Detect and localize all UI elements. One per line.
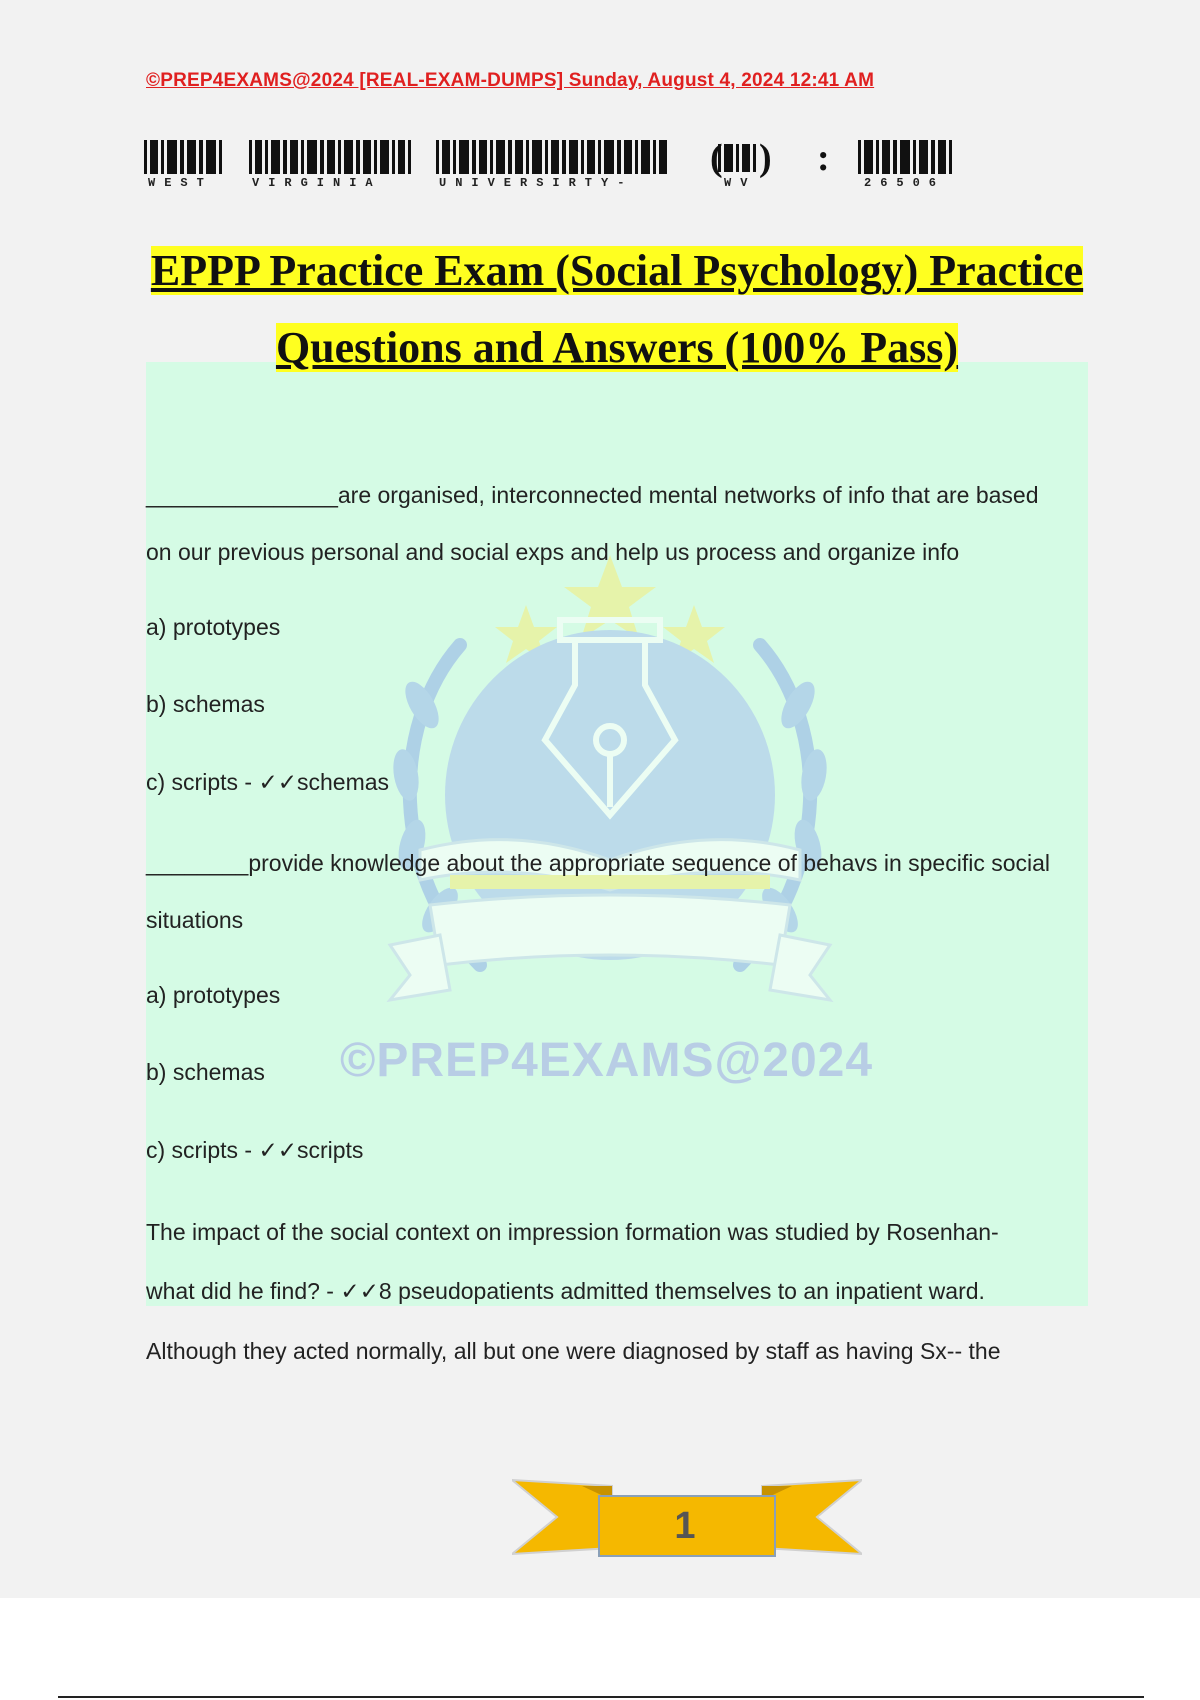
barcode-header: [144, 137, 964, 192]
barcode-caption-3: UNIVERSIRTY-: [439, 176, 634, 190]
q2-stem-line-2: situations: [146, 907, 244, 933]
q1-stem-line-1: _______________are organised, interconnected mental networks of info that are based: [146, 482, 1039, 508]
header-timestamp-line: ©PREP4EXAMS@2024 [REAL-EXAM-DUMPS] Sunday, August 4, 2024 12:41 AM: [146, 70, 875, 91]
q2-stem-line-1: ________provide knowledge about the appropriate sequence of behavs in specific social: [146, 850, 1051, 876]
q2-option-c-answer: c) scripts - ✓✓scripts: [146, 1137, 364, 1163]
title-text-2: Questions and Answers (100% Pass): [275, 323, 959, 372]
watermark-text: ©PREP4EXAMS@2024: [340, 1034, 874, 1087]
document-title-line-1: [146, 245, 1088, 296]
barcode-bars: [144, 140, 964, 176]
q3-stem-line-3: Although they acted normally, all but one were diagnosed by staff as having Sx-- the: [146, 1338, 1001, 1364]
q1-option-b: b) schemas: [146, 691, 265, 717]
q3-stem-line-1: The impact of the social context on impression formation was studied by Rosenhan-: [146, 1219, 999, 1245]
barcode-right-paren: ): [759, 137, 772, 179]
barcode-colon: :: [817, 137, 830, 179]
title-text-1: EPPP Practice Exam (Social Psychology) Practice: [150, 246, 1084, 295]
barcode-left-paren: (: [710, 137, 723, 179]
q2-option-b: b) schemas: [146, 1059, 265, 1085]
q3-stem-line-2: what did he find? - ✓✓8 pseudopatients admitted themselves to an inpatient ward.: [146, 1278, 985, 1304]
barcode-caption-4: WV: [724, 176, 757, 190]
q1-option-a: a) prototypes: [146, 614, 281, 640]
q2-option-a: a) prototypes: [146, 982, 281, 1008]
q1-stem-line-2: on our previous personal and social exps and help us process and organize info: [146, 539, 960, 565]
document-title-line-2: [146, 322, 1088, 373]
barcode-caption-1: WEST: [148, 176, 213, 190]
barcode-caption-2: VIRGINIA: [252, 176, 382, 190]
bottom-divider: [58, 1696, 1144, 1698]
watermark-logo-icon: [330, 545, 890, 1105]
page-number: 1: [674, 1505, 696, 1547]
q1-option-c-answer: c) scripts - ✓✓schemas: [146, 769, 390, 795]
barcode-caption-5: 26506: [864, 176, 946, 190]
